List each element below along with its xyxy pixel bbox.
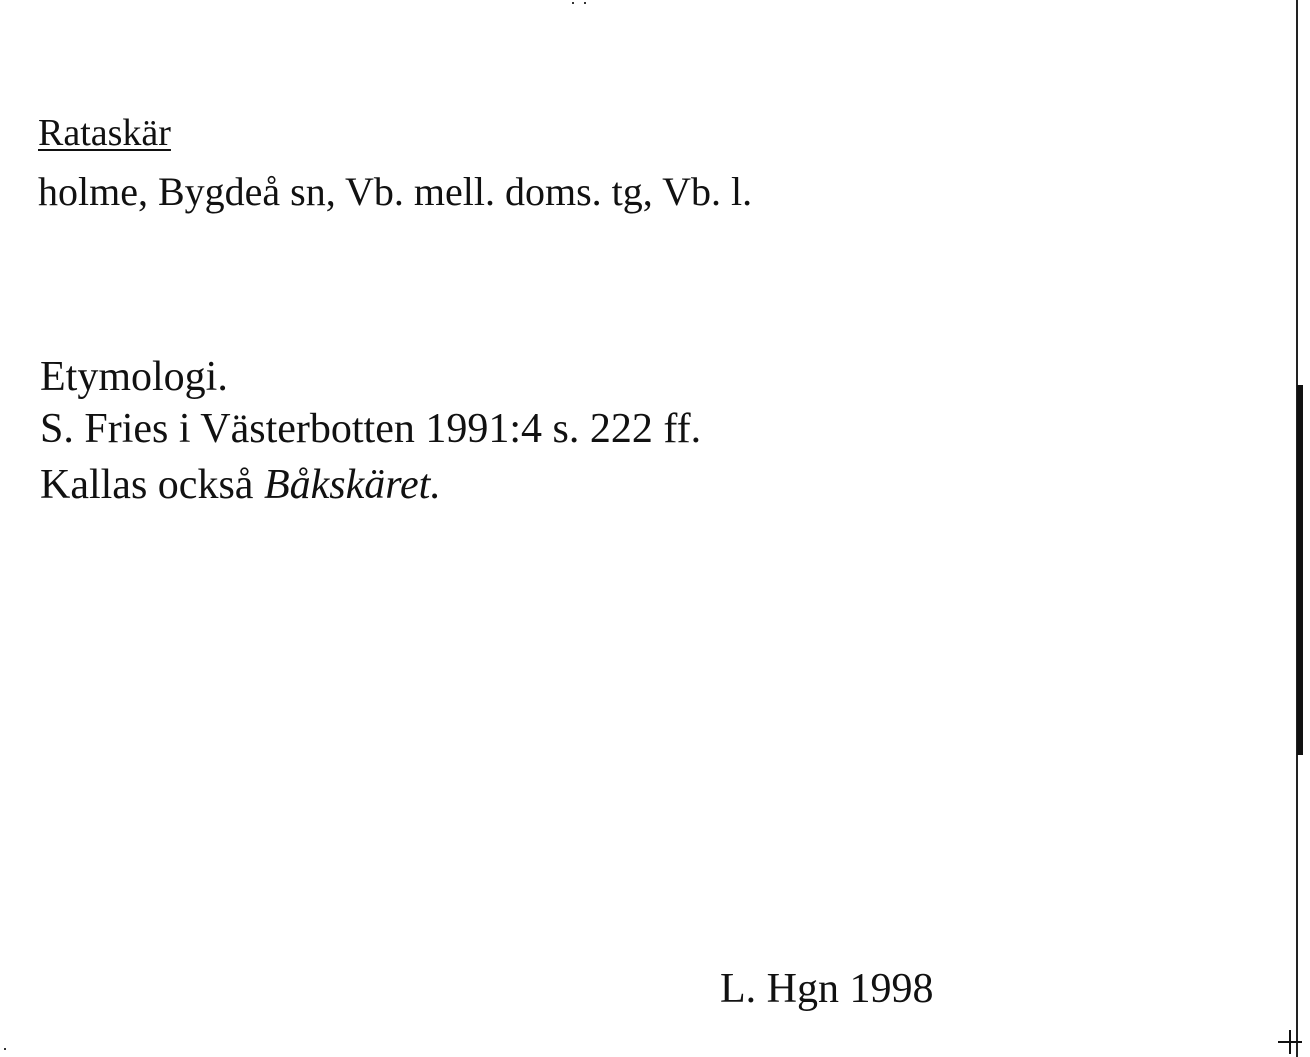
etymology-heading: Etymologi.: [40, 354, 228, 400]
alternate-name-line: [40, 464, 441, 506]
signature: L. Hgn 1998: [720, 966, 934, 1012]
alternate-name: Båkskäret.: [263, 462, 441, 508]
headword: Rataskär: [38, 112, 171, 154]
etymology-reference: S. Fries i Västerbotten 1991:4 s. 222 ff.: [40, 406, 702, 452]
alternate-name-prefix: Kallas också: [40, 462, 264, 508]
scan-edge-shadow: [1297, 385, 1303, 755]
crop-mark-icon: [1278, 1030, 1302, 1054]
scan-speck: [4, 1048, 6, 1050]
place-description: holme, Bygdeå sn, Vb. mell. doms. tg, Vb. l.: [38, 169, 753, 214]
scan-speck: [572, 2, 574, 4]
scan-speck: [584, 2, 586, 4]
